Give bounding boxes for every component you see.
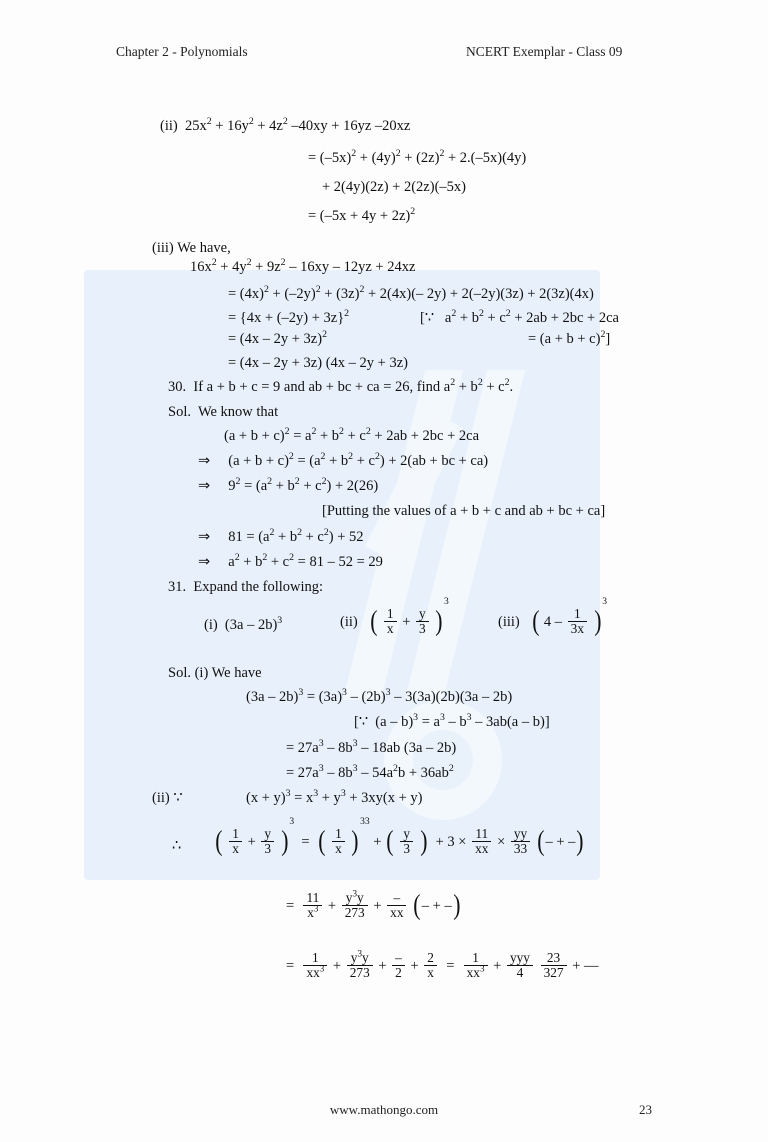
fraction-one-over-x: $\frac{1}{x}$ [332,827,345,856]
part-ii-marker: (ii) ∵ [152,790,183,806]
question-31: 31. Expand the following: [168,579,324,595]
fraction-1-over-xx3: $\frac{1}{xx^3}$ [303,951,327,980]
math-line: ⇒ $81 = (a^2 + b^2 + c^2) + 52$ [198,527,364,545]
exponent-3: 3 [443,596,449,607]
math-note: = $(a + b + c)^2$] [528,329,611,347]
header-book-title: NCERT Exemplar - Class 09 [466,44,623,59]
fraction-dash-over-xx: $\frac{-}{xx}$ [387,891,406,920]
exponent-3: 3 [602,596,608,607]
math-line: $(3a - 2b)^3 = (3a)^3 - (2b)^3 - 3(3a)(2b)(3a - 2b)$ [246,687,513,705]
solution-heading: Sol. We know that [168,404,279,420]
expand-item-ii [340,596,449,637]
math-line: ⇒ $(a + b + c)^2 = (a^2 + b^2 + c^2) + 2(ab$ + bc + ca) [198,451,489,469]
paren-close: ) [435,604,443,637]
fraction-yy-over-33: $\frac{yy}{33}$ [511,827,530,856]
math-line: = (4x – 2y + 3z) (4x – 2y + 3z) [228,355,408,371]
math-line: = $(-5x + 4y + 2z)^2$ [308,206,416,224]
header-chapter-title: Chapter 2 - Polynomials [116,44,248,59]
fraction-y3y-over-273: $\frac{y^3y}{273}$ [342,891,368,920]
math-line: = $27a^3 - 8b^3 - 18ab$ (3a – 2b) [286,738,457,756]
expand-item-ii-label: (ii) [340,613,358,630]
fraction-11-over-xx: $\frac{11}{xx}$ [472,827,491,856]
solution-heading: Sol. (i) We have [168,665,262,681]
math-line: (ii) $25x^2 + 16y^2 + 4z^2$ –40xy + 16yz –20xz [160,116,411,134]
math-line: $(a + b + c)^2 = a^2 + b^2 + c^2 + 2ab + 2bc + 2ca$ [224,426,480,444]
math-line: ⇒ $9^2 = (a^2 + b^2 + c^2) + 2(26)$ [198,476,379,494]
math-note: [Putting the values of a + b + c and ab + bc + ca] [322,503,606,519]
math-line: + 2(4y)(2z) + 2(2z)(–5x) [322,179,466,195]
fraction-one-over-x: $\frac{1}{x}$ [229,827,242,856]
math-line: = $27a^3 - 8b^3 - 54a^2b + 36ab^2$ [286,763,454,781]
fraction-y-over-3: $\frac{y}{3}$ [261,827,274,856]
paren-open: ( [369,604,378,637]
expand-item-iii: (iii) ( 4 – $\frac{1}{3x}$ )$^3$ [498,596,608,637]
math-note: [∵ $a^2 + b^2 + c^2 + 2ab + 2bc + 2ca$ [420,308,619,326]
fraction-yyy-over-4: $\frac{\text{yyy}}{4}$ [507,951,533,980]
footer-website[interactable]: www.mathongo.com [329,1102,439,1117]
fraction-11-over-x3: $\frac{11}{x^3}$ [303,891,322,920]
math-line: = $(4x - 2y + 3z)^2$ [228,329,327,347]
footer-page-number: 23 [639,1102,652,1117]
math-line: (iii) We have, [152,240,231,256]
fraction-y-over-3: $\frac{y}{3}$ [400,827,413,856]
math-note: [∵ $(a - b)^3 = a^3 - b^3 - 3ab(a - b)$] [354,712,550,730]
paren-open: ( [531,604,540,637]
therefore-symbol: ∴ [172,838,182,854]
fraction-y3y-over-273: $\frac{y^3y}{273}$ [347,951,373,980]
math-line: = $(-5x)^2 + (4y)^2 + (2z)^2 + 2.(-5x)(4y)$ [308,148,527,166]
expand-item-iii-label: (iii) [498,613,520,630]
fraction-y-over-3: $\frac{y}{3}$ [416,607,429,636]
math-step-3: = $\frac{1}{xx^3}$ + $\frac{y^3y}{273}$ + $\frac{-}{2}$ + $\frac{2}{x}$ = $\frac{1}{xx^3}$ + $\frac{\text{yyy}}{4}$ $\frac{23}{327}$ + –– [286,948,599,980]
paren-close: ) [593,604,602,637]
fraction-one-over-x: $\frac{1}{x}$ [384,607,397,636]
fraction-23-over-327: $\frac{23}{327}$ [541,951,567,980]
expand-item-i: (i) (3a – 2b)$^3$ [204,615,283,633]
math-step-1: ( $\frac{1}{x}$ + $\frac{y}{3}$ )$^3$ = ( $\frac{1}{x}$ )$^{33}$ + ( $\frac{y}{3}$ ) + 3 × $\frac{11}{xx}$ × $\frac{yy}{33}$ (– + –) [215,816,584,857]
fraction-2-over-x: $\frac{2}{x}$ [424,951,437,980]
math-line: $(x + y)^3 = x^3 + y^3 + 3xy(x + y)$ [246,788,423,806]
math-line: = $\{4x + (-2y) + 3z\}^2$ [228,308,350,326]
math-step-2: = $\frac{11}{x^3}$ + $\frac{y^3y}{273}$ + $\frac{-}{xx}$ (– + –) [286,888,461,921]
fraction-group: $\frac{1}{x}$ + $\frac{y}{3}$ [382,608,431,637]
math-line: ⇒ $a^2 + b^2 + c^2 = 81 - 52 = 29$ [198,552,383,570]
math-line: $16x^2 + 4y^2 + 9z^2 - 16xy - 12yz + 24xz$ [190,257,416,275]
math-line: = $(4x)^2 + (-2y)^2 + (3z)^2 + 2(4x)(-$ 2y) + 2(–2y)(3z) + 2(3z)(4x) [228,284,594,302]
question-30: 30. If a + b + c = 9 and ab + bc + ca = 26, find $a^2 + b^2 + c^2$. [168,377,514,395]
fraction-one-over-3x: $\frac{1}{3x}$ [568,607,587,636]
fraction-dash-over-2: $\frac{-}{2}$ [392,951,405,980]
fraction-1-over-xx3b: $\frac{1}{xx^3}$ [464,951,488,980]
